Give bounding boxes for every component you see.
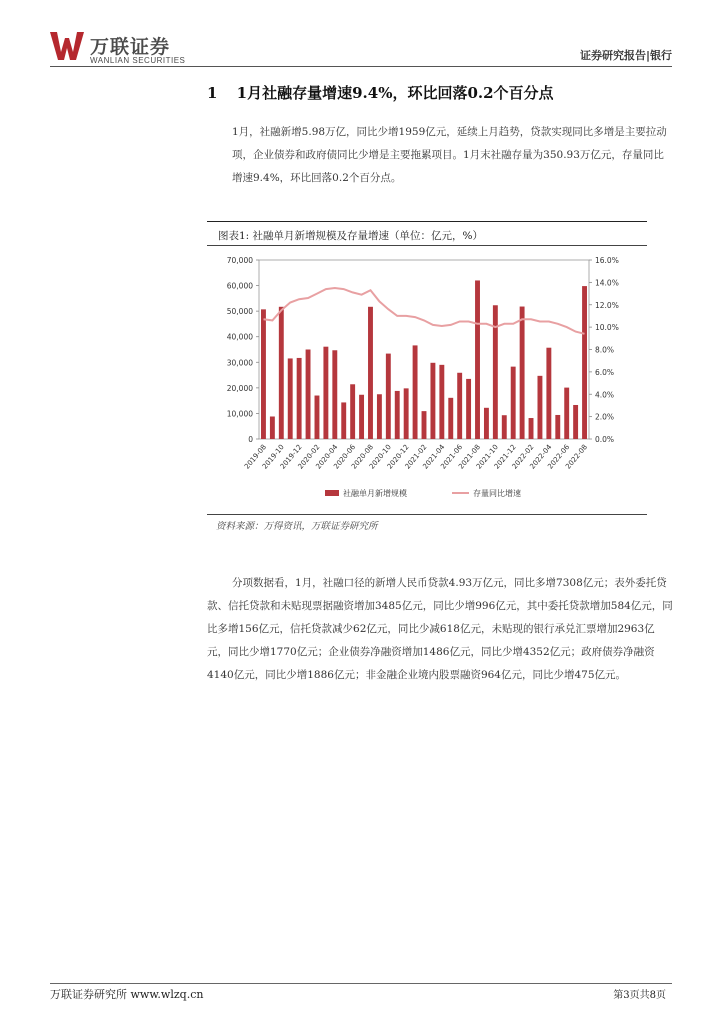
y-right-tick-label: 12.0% <box>595 300 619 310</box>
x-tick-label: 2022-08 <box>564 443 590 471</box>
paragraph-detail: 分项数据看，1月，社融口径的新增人民币贷款4.93万亿元，同比多增7308亿元；表外委托贷款、信托贷款和未贴现票据融资增加3485亿元，同比少增996亿元，其中委托贷款增加584亿元，同比多增156亿元，信托贷款减少62亿元，同比少减618亿元，未贴现的银行承兑汇票增加2963亿元，同比少增1770亿元；企业债券净融资增加1486亿元，同比少增4352亿元；政府债券净融资4140亿元，同比少增1886亿元；非金融企业境内股票融资964亿元，同比少增475亿元。 <box>207 577 673 681</box>
y-left-tick-label: 40,000 <box>226 332 253 342</box>
bar-2020-07 <box>359 395 364 439</box>
logo-w-icon <box>50 30 84 62</box>
x-tick-label: 2019-08 <box>243 443 268 471</box>
x-tick-label: 2020-02 <box>296 443 322 471</box>
footer-divider <box>50 983 672 984</box>
bar-2019-10 <box>279 307 284 439</box>
bar-2022-06 <box>564 388 569 439</box>
bar-2020-08 <box>368 307 373 439</box>
y-right-tick-label: 0.0% <box>595 435 615 444</box>
bar-2021-02 <box>422 411 427 439</box>
x-tick-label: 2021-04 <box>421 443 447 471</box>
x-tick-label: 2020-06 <box>332 443 358 471</box>
bar-2021-05 <box>448 398 453 439</box>
x-axis <box>243 443 589 471</box>
company-logo <box>50 30 200 70</box>
x-tick-label: 2019-12 <box>278 443 304 471</box>
logo-chinese-name: 万联证券 <box>90 36 171 58</box>
bar-2021-10 <box>493 305 498 439</box>
bar-2021-11 <box>502 415 507 439</box>
legend-bar-swatch <box>325 490 339 496</box>
y-left-tick-label: 0 <box>248 435 253 444</box>
y-left-tick-label: 50,000 <box>226 307 253 317</box>
x-tick-label: 2020-08 <box>350 443 376 471</box>
bar-2021-06 <box>457 373 462 439</box>
bar-2020-10 <box>386 354 391 439</box>
section-title <box>207 82 554 103</box>
y-right-tick-label: 6.0% <box>595 367 615 377</box>
legend-bar-label: 社融单月新增规模 <box>343 489 407 498</box>
bar-2021-07 <box>466 379 471 439</box>
x-tick-label: 2022-02 <box>510 443 536 471</box>
section-number: 1 <box>207 84 218 102</box>
bar-2019-08 <box>261 309 266 439</box>
bar-2022-04 <box>546 348 551 439</box>
growth-rate-line <box>264 288 585 334</box>
social-financing-chart <box>207 246 647 512</box>
y-axis-left <box>227 256 259 444</box>
y-axis-right <box>589 256 619 444</box>
x-tick-label: 2021-10 <box>474 443 500 471</box>
bar-2022-01 <box>520 307 525 439</box>
bar-2022-05 <box>555 415 560 439</box>
x-tick-label: 2022-06 <box>546 443 572 471</box>
chart-legend <box>325 488 521 498</box>
x-tick-label: 2021-06 <box>439 443 465 471</box>
chart-bars <box>261 280 587 439</box>
bar-2021-08 <box>475 280 480 439</box>
bar-2019-11 <box>288 358 293 439</box>
bar-2021-03 <box>430 363 435 439</box>
bar-2020-05 <box>341 402 346 439</box>
y-right-tick-label: 10.0% <box>595 323 619 333</box>
x-tick-label: 2020-10 <box>367 443 393 471</box>
figure-bottom-rule <box>207 514 647 515</box>
x-tick-label: 2021-08 <box>457 443 483 471</box>
y-left-tick-label: 10,000 <box>226 409 253 419</box>
x-tick-label: 2020-04 <box>314 443 340 471</box>
bar-2020-11 <box>395 391 400 439</box>
bar-2021-01 <box>413 345 418 439</box>
bar-2019-12 <box>297 358 302 439</box>
page-number: 第3页共8页 <box>613 990 666 1001</box>
y-right-tick-label: 2.0% <box>595 412 615 422</box>
y-right-tick-label: 8.0% <box>595 345 615 355</box>
y-left-tick-label: 70,000 <box>226 256 253 265</box>
bar-2020-12 <box>404 388 409 439</box>
x-tick-label: 2019-10 <box>260 443 286 471</box>
logo-english-name: WANLIAN SECURITIES <box>90 56 186 65</box>
figure-caption: 图表1: 社融单月新增规模及存量增速（单位：亿元，%） <box>218 230 484 242</box>
bar-2020-04 <box>332 350 337 439</box>
y-left-tick-label: 30,000 <box>226 358 253 368</box>
bar-2020-06 <box>350 384 355 439</box>
paragraph-summary: 1月，社融新增5.98万亿，同比少增1959亿元，延续上月趋势，贷款实现同比多增是主要拉动项，企业债券和政府债同比少增是主要拖累项目。1月末社融存量为350.93万亿元，存量同比增速9.4%，环比回落0.2个百分点。 <box>232 126 667 184</box>
bar-2022-02 <box>529 418 534 439</box>
y-right-tick-label: 16.0% <box>595 256 619 265</box>
bar-2022-07 <box>573 405 578 439</box>
bar-2021-12 <box>511 367 516 439</box>
bar-2021-04 <box>439 365 444 439</box>
bar-2021-09 <box>484 408 489 439</box>
footer-site: 万联证券研究所 www.wlzq.cn <box>50 988 204 1001</box>
bar-2022-08 <box>582 286 587 439</box>
bar-2020-01 <box>306 350 311 440</box>
bar-2020-02 <box>315 396 320 439</box>
header-divider <box>50 66 672 67</box>
y-left-tick-label: 60,000 <box>226 281 253 291</box>
bar-2020-03 <box>323 347 328 439</box>
y-left-tick-label: 20,000 <box>226 383 253 393</box>
x-tick-label: 2022-04 <box>528 443 554 471</box>
legend-line-label: 存量同比增速 <box>473 489 521 498</box>
chart-line <box>264 288 585 334</box>
x-tick-label: 2021-12 <box>492 443 518 471</box>
report-category: 证券研究报告|银行 <box>579 49 672 62</box>
figure-source: 资料来源：万得资讯，万联证券研究所 <box>216 521 378 532</box>
x-tick-label: 2020-12 <box>385 443 411 471</box>
bar-2020-09 <box>377 394 382 439</box>
section-title-text: 1月社融存量增速9.4%，环比回落0.2个百分点 <box>236 84 554 102</box>
bar-2022-03 <box>537 376 542 439</box>
y-right-tick-label: 4.0% <box>595 390 615 400</box>
y-right-tick-label: 14.0% <box>595 278 619 288</box>
figure-top-rule <box>207 221 647 222</box>
x-tick-label: 2021-02 <box>403 443 429 471</box>
bar-2019-09 <box>270 416 275 439</box>
